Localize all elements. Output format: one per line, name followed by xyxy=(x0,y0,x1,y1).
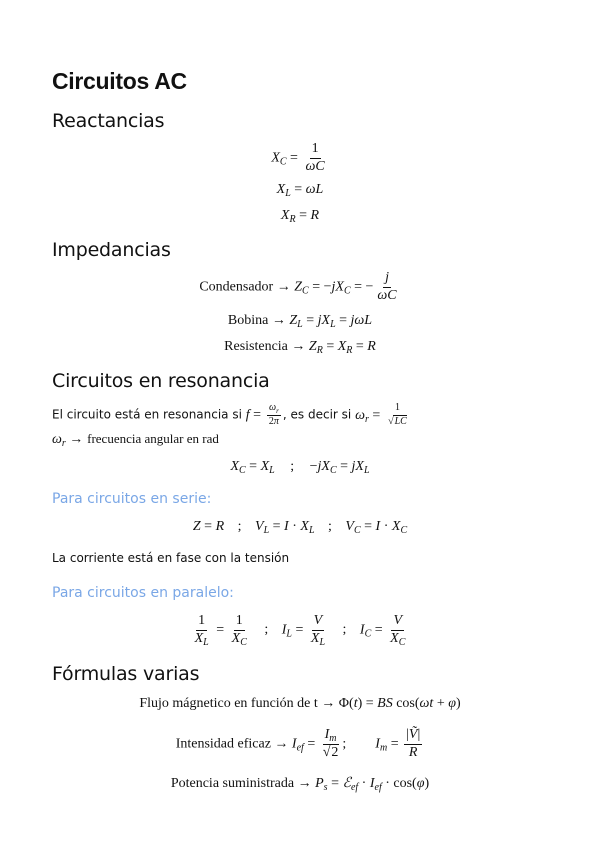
wr-text: frecuencia angular en rad xyxy=(87,431,219,446)
section-heading-reactancias: Reactancias xyxy=(52,110,165,132)
label-resistencia: Resistencia xyxy=(224,339,288,354)
subheading-paralelo: Para circuitos en paralelo: xyxy=(52,585,234,601)
formula-paralelo: $\frac{1}{X_L}$ = $\frac{1}{X_C}$ ; $I_L$ = $\frac{V}{X_L}$ ; $I_C$ = $\frac{V}{X_C}$ xyxy=(194,613,406,648)
formula-intensidad: Intensidad eficaz → $I_{ef}$ = $\frac{I_m}{√2}$ ; $I_m$ = $\frac{\text{|Ṽ|}}{R}$ xyxy=(175,727,421,760)
page-title: Circuitos AC xyxy=(52,68,187,94)
label-potencia: Potencia suministrada xyxy=(170,776,295,791)
label-intensidad: Intensidad eficaz xyxy=(175,736,271,752)
label-flujo: Flujo mágnetico en función de t xyxy=(139,696,318,711)
formula-serie: Z = R ; $V_L = I \cdot X_L$ ; $V_C = I \cdot X_C$ xyxy=(192,519,408,536)
formula-zr: Resistencia → $Z_R = X_R = R$ xyxy=(224,339,376,356)
fase-text: La corriente está en fase con la tensión xyxy=(52,551,290,565)
formula-resonance: $X_C = X_L$ ; $-jX_C = jX_L$ xyxy=(230,459,370,476)
label-condensador: Condensador xyxy=(199,279,274,295)
formula-flujo: Flujo mágnetico en función de t → Φ(t) = BS cos(ωt + φ) xyxy=(139,696,461,711)
resonance-text-1: El circuito está en resonancia si xyxy=(52,407,242,422)
formula-xr: $X_R = R$ xyxy=(280,208,320,225)
label-bobina: Bobina xyxy=(227,313,269,328)
resonance-text-2: , es decir si xyxy=(282,407,352,422)
formula-xc: $X_C$ = $\frac{1}{\omega C}$ xyxy=(271,141,325,174)
section-heading-impedancias: Impedancias xyxy=(52,239,171,261)
wr-definition: $\omega_r$ → frecuencia angular en rad xyxy=(52,431,219,449)
formula-potencia: Potencia suministrada → $P_s$ = ℰ$_{ef}$ · $I_{ef} \cdot \cos(\varphi)$ xyxy=(170,776,430,793)
section-heading-resonancia: Circuitos en resonancia xyxy=(52,370,270,392)
formula-zl: Bobina → $Z_L = jX_L = j\omega L$ xyxy=(227,313,373,330)
formula-zc: Condensador → $Z_C = -jX_C$ = − $\frac{j}{\omega C}$ xyxy=(199,270,397,303)
section-heading-formulas: Fórmulas varias xyxy=(52,663,200,685)
formula-xl: $X_L = \omega L$ xyxy=(276,182,324,199)
subheading-serie: Para circuitos en serie: xyxy=(52,491,212,507)
resonance-condition: El circuito está en resonancia si f = $\frac{\omega_r}{2\pi}$ , es decir si $\omega_r$ = $\frac{1}{√LC}$ xyxy=(52,402,407,427)
